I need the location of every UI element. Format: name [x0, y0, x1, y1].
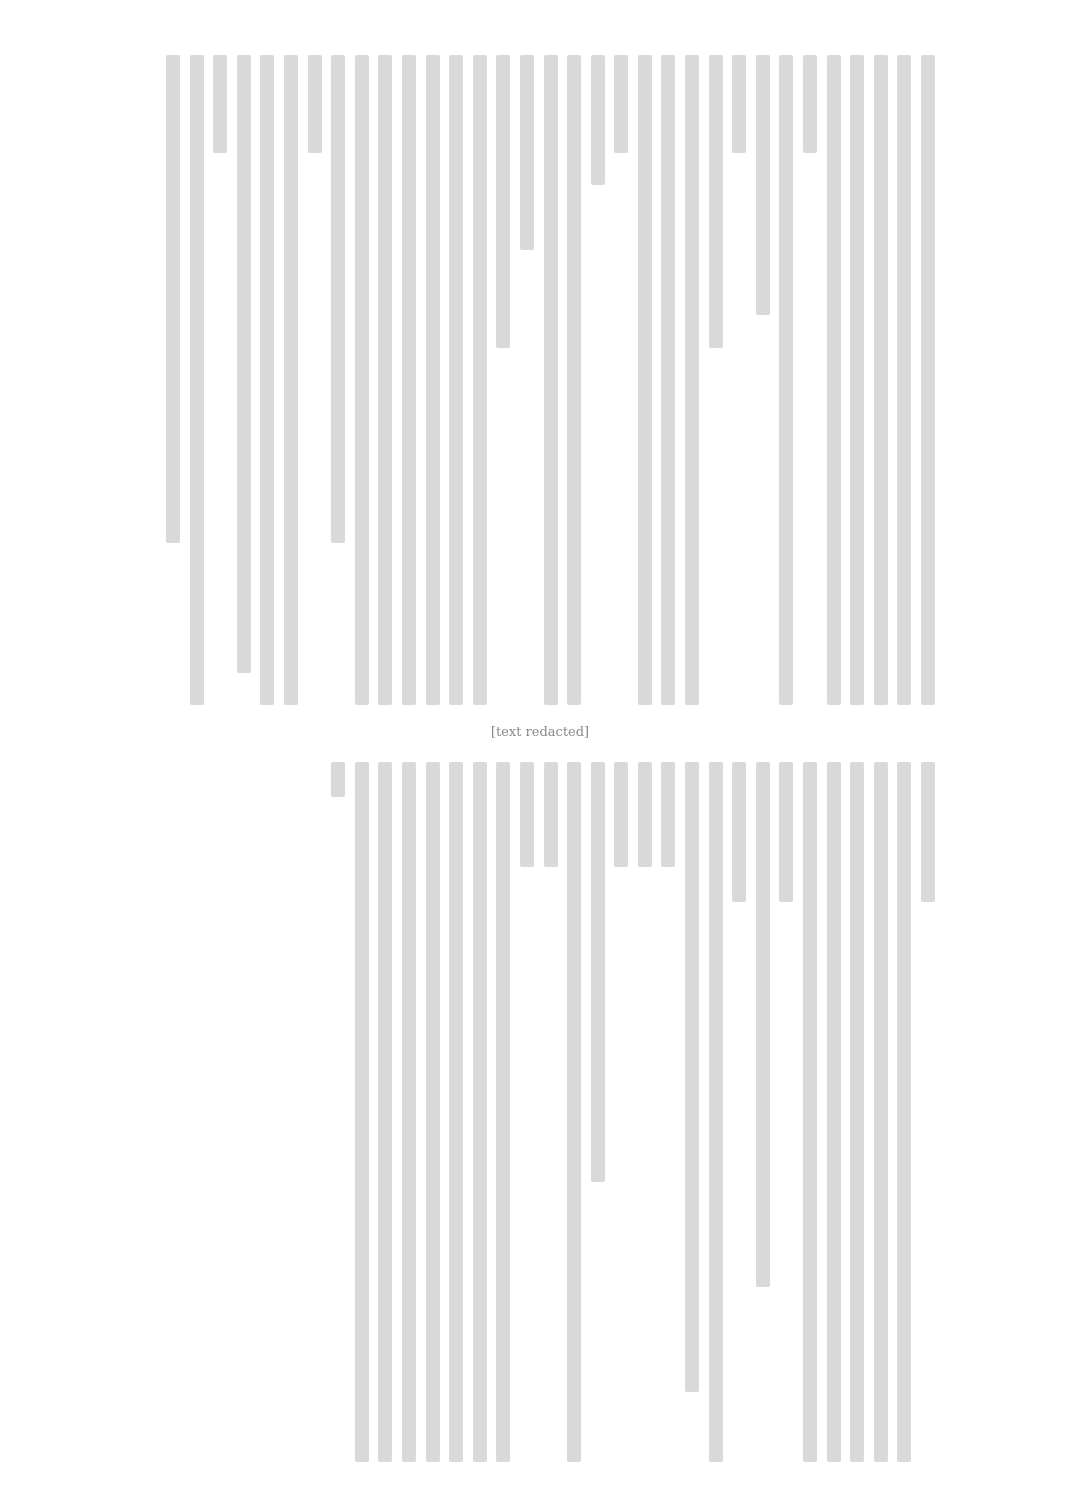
redacted-text-column [378, 762, 392, 1462]
redacted-text-column [638, 762, 652, 867]
redacted-text-column [520, 55, 534, 250]
redacted-text-column [449, 762, 463, 1462]
redacted-text-column [190, 55, 204, 705]
redacted-text-column [496, 55, 510, 348]
redacted-text-column [709, 762, 723, 1462]
redacted-text-column [661, 762, 675, 867]
redacted-text-column [874, 55, 888, 705]
redacted-text-column [732, 762, 746, 902]
redacted-text-column [237, 55, 251, 673]
redacted-text-column [732, 55, 746, 153]
redacted-text-column [520, 762, 534, 867]
redacted-text-column [614, 55, 628, 153]
redacted-text-column [355, 55, 369, 705]
text-block-bottom [331, 762, 935, 1462]
redacted-text-column [921, 55, 935, 705]
redacted-text-column [331, 55, 345, 543]
text-block-top [166, 55, 935, 705]
redacted-text-column [756, 762, 770, 1287]
redacted-text-column [897, 762, 911, 1462]
redacted-text-column [473, 762, 487, 1462]
redacted-text-column [685, 55, 699, 705]
redacted-text-column [166, 55, 180, 543]
redacted-text-column [426, 55, 440, 705]
redacted-text-column [402, 762, 416, 1462]
redacted-text-column [921, 762, 935, 902]
redacted-text-column [827, 55, 841, 705]
redacted-text-column [449, 55, 463, 705]
redacted-text-column [544, 55, 558, 705]
redacted-text-column [331, 762, 345, 797]
redacted-text-column [402, 55, 416, 705]
redacted-text-column [638, 55, 652, 705]
redacted-text-column [355, 762, 369, 1462]
redacted-text-column [544, 762, 558, 867]
redacted-text-column [473, 55, 487, 705]
redaction-notice: [text redacted] [490, 725, 590, 740]
redacted-text-column [591, 762, 605, 1182]
redacted-text-column [213, 55, 227, 153]
redacted-text-column [567, 762, 581, 1462]
redacted-text-column [685, 762, 699, 1392]
redacted-text-column [591, 55, 605, 185]
redacted-text-column [661, 55, 675, 705]
redacted-text-column [803, 55, 817, 153]
redacted-text-column [779, 55, 793, 705]
redacted-text-column [709, 55, 723, 348]
redacted-text-column [897, 55, 911, 705]
redacted-text-column [779, 762, 793, 902]
redacted-text-column [850, 762, 864, 1462]
redacted-text-column [874, 762, 888, 1462]
redacted-text-column [803, 762, 817, 1462]
redacted-text-column [850, 55, 864, 705]
redacted-text-column [284, 55, 298, 705]
redacted-text-column [426, 762, 440, 1462]
redacted-text-column [378, 55, 392, 705]
redacted-text-column [567, 55, 581, 705]
redacted-text-column [260, 55, 274, 705]
redacted-text-column [614, 762, 628, 867]
redacted-text-column [308, 55, 322, 153]
redacted-text-column [756, 55, 770, 315]
redacted-text-column [827, 762, 841, 1462]
redacted-text-column [496, 762, 510, 1462]
